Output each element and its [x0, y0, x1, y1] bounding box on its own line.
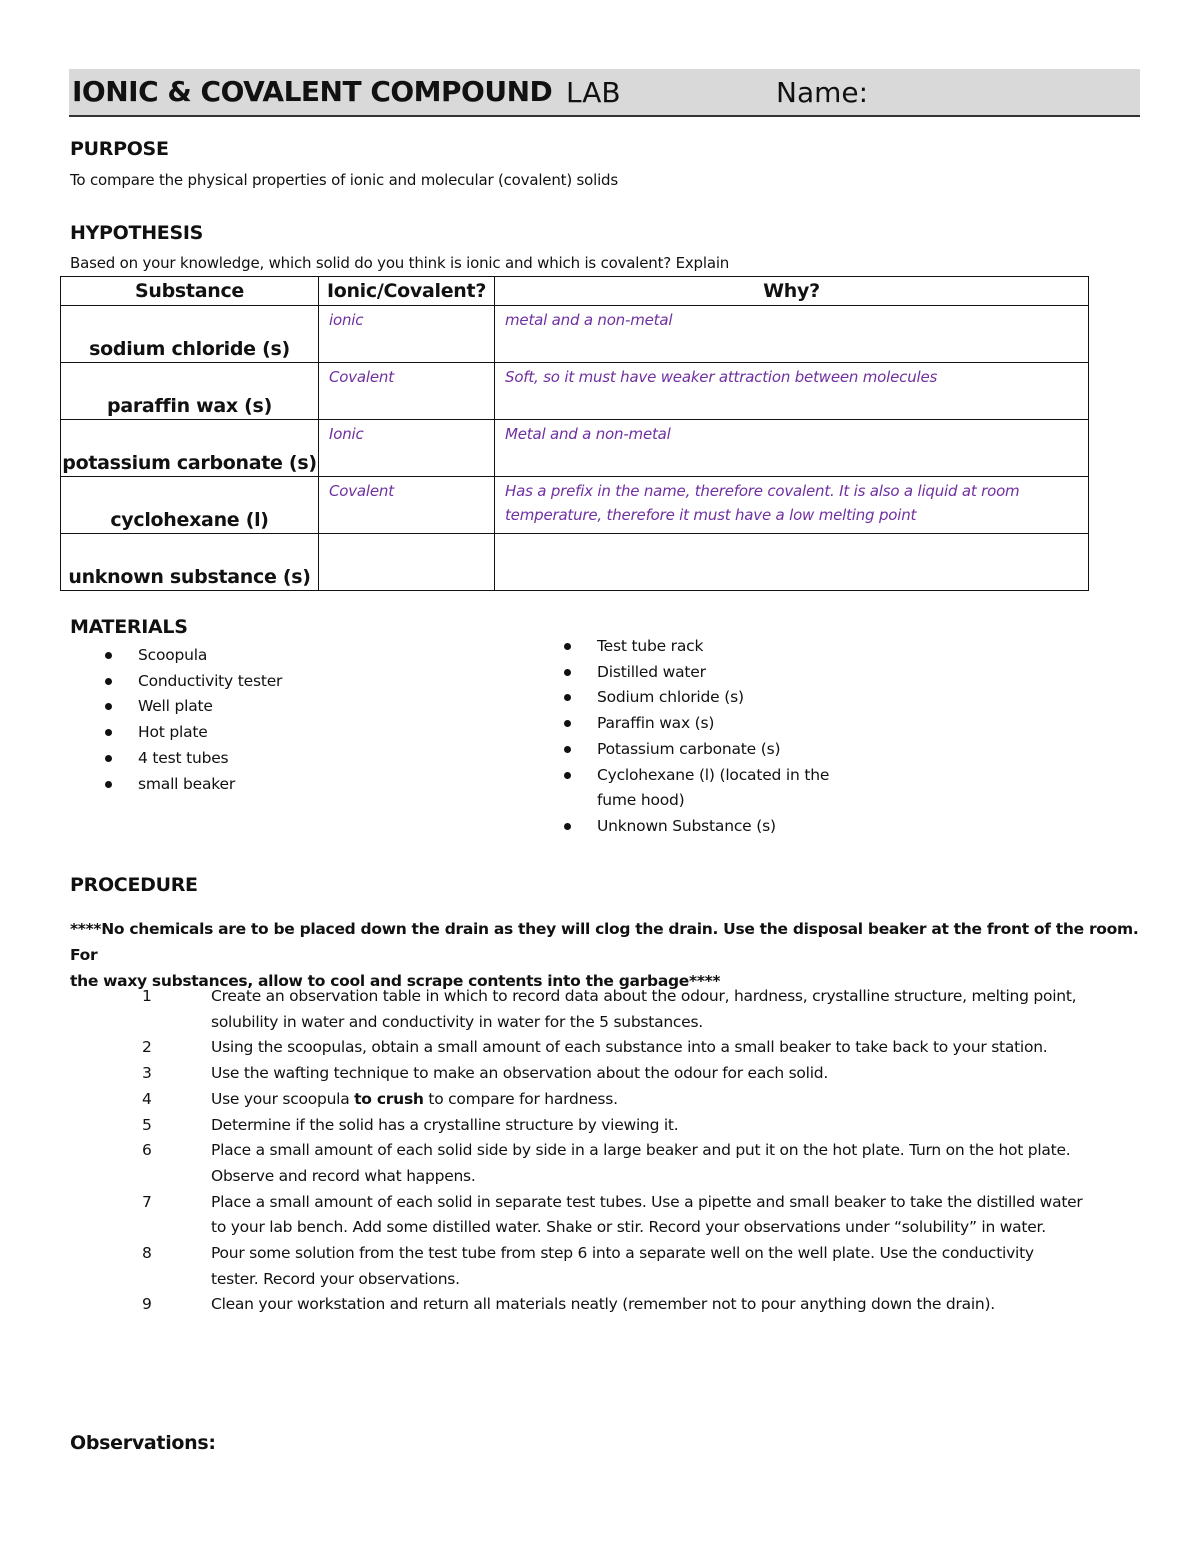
step-line: Observe and record what happens.: [211, 1166, 476, 1185]
type-answer[interactable]: ionic: [319, 306, 495, 363]
why-answer[interactable]: Metal and a non-metal: [495, 420, 1089, 477]
why-answer[interactable]: [495, 534, 1089, 591]
list-item: Well plate: [100, 694, 282, 720]
procedure-step: [70, 1087, 1140, 1113]
step-text: Use your scoopula: [211, 1089, 355, 1108]
step-line: to your lab bench. Add some distilled water. Shake or stir. Record your observations under “solubility” in water.: [211, 1218, 1046, 1237]
hypothesis-prompt: Based on your knowledge, which solid do you think is ionic and which is covalent? Explain: [70, 254, 730, 272]
name-label: Name:: [776, 76, 869, 109]
list-item: Conductivity tester: [100, 669, 282, 695]
list-item: small beaker: [100, 772, 282, 798]
why-answer[interactable]: metal and a non-metal: [495, 306, 1089, 363]
table-row: [61, 420, 1089, 477]
table-row: [61, 477, 1089, 534]
column-header-type: Ionic/Covalent?: [319, 277, 495, 306]
list-item: Potassium carbonate (s): [559, 737, 829, 763]
step-line: Create an observation table in which to record data about the odour, hardness, crystalline structure, melting point,: [211, 987, 1077, 1005]
materials-heading: MATERIALS: [70, 616, 188, 638]
procedure-step: [70, 1113, 1140, 1139]
procedure-step: [70, 1241, 1140, 1292]
why-answer[interactable]: Soft, so it must have weaker attraction between molecules: [495, 363, 1089, 420]
observations-heading: Observations:: [70, 1432, 216, 1454]
step-text: to compare for hardness.: [423, 1089, 618, 1108]
type-answer[interactable]: Covalent: [319, 363, 495, 420]
step-line: Pour some solution from the test tube from step 6 into a separate well on the well plate. Use the conductivity: [211, 1244, 1034, 1263]
step-number: 3: [142, 1064, 152, 1083]
step-line: Clean your workstation and return all materials neatly (remember not to pour anything down the drain).: [211, 1295, 995, 1314]
step-number: 9: [142, 1295, 152, 1314]
step-line: Use the wafting technique to make an observation about the odour for each solid.: [211, 1064, 829, 1083]
list-item: Sodium chloride (s): [559, 685, 829, 711]
procedure-heading: PROCEDURE: [70, 874, 198, 896]
procedure-step: [70, 984, 1140, 1035]
step-number: 2: [142, 1038, 152, 1057]
title-bar: [69, 69, 1140, 117]
step-emphasis: to crush: [354, 1089, 424, 1108]
table-row: [61, 306, 1089, 363]
disposal-warning: [70, 916, 1140, 994]
procedure-step: [70, 1190, 1140, 1241]
procedure-step: [70, 1035, 1140, 1061]
table-row: [61, 363, 1089, 420]
purpose-text: To compare the physical properties of ionic and molecular (covalent) solids: [70, 171, 618, 189]
table-row: [61, 534, 1089, 591]
table-header-row: [61, 277, 1089, 306]
warning-line: the waxy substances, allow to cool and scrape contents into the garbage****: [70, 972, 721, 990]
substance-name: unknown substance (s): [68, 566, 311, 588]
list-item: Hot plate: [100, 720, 282, 746]
type-answer[interactable]: [319, 534, 495, 591]
list-item: Scoopula: [100, 643, 282, 669]
substance-name: paraffin wax (s): [107, 395, 272, 417]
step-number: 4: [142, 1089, 152, 1108]
list-item: Distilled water: [559, 660, 829, 686]
procedure-step: [70, 1061, 1140, 1087]
substance-cell: [61, 534, 319, 591]
list-item: Cyclohexane (l) (located in the: [559, 763, 829, 789]
page-title: IONIC & COVALENT COMPOUND: [72, 75, 553, 108]
hypothesis-heading: HYPOTHESIS: [70, 222, 204, 244]
substance-cell: [61, 306, 319, 363]
procedure-steps: [70, 984, 1140, 1318]
procedure-step: [70, 1292, 1140, 1318]
page-title-lab: LAB: [566, 76, 621, 109]
materials-list-right: [559, 634, 829, 840]
list-item: Paraffin wax (s): [559, 711, 829, 737]
purpose-heading: PURPOSE: [70, 138, 169, 160]
substance-name: potassium carbonate (s): [62, 452, 317, 474]
step-number: 1: [142, 987, 152, 1005]
step-number: 6: [142, 1141, 152, 1160]
warning-line: ****No chemicals are to be placed down the drain as they will clog the drain. Use the disposal beaker at the front of the room. For: [70, 920, 1139, 964]
hypothesis-table: [60, 276, 1089, 591]
substance-name: cyclohexane (l): [110, 509, 269, 531]
column-header-substance: Substance: [61, 277, 319, 306]
step-line: [211, 1087, 1140, 1113]
step-line: tester. Record your observations.: [211, 1269, 460, 1288]
step-number: 8: [142, 1244, 152, 1263]
step-line: Place a small amount of each solid in separate test tubes. Use a pipette and small beaker to take the distilled water: [211, 1192, 1083, 1211]
column-header-why: Why?: [495, 277, 1089, 306]
list-item-continuation: fume hood): [597, 791, 685, 810]
step-line: Place a small amount of each solid side by side in a large beaker and put it on the hot plate. Turn on the hot plate.: [211, 1141, 1071, 1160]
materials-list-left: [100, 643, 282, 797]
list-item: Unknown Substance (s): [559, 814, 829, 840]
step-number: 7: [142, 1192, 152, 1211]
step-line: solubility in water and conductivity in water for the 5 substances.: [211, 1012, 703, 1031]
type-answer[interactable]: Covalent: [319, 477, 495, 534]
type-answer[interactable]: Ionic: [319, 420, 495, 477]
procedure-step: [70, 1138, 1140, 1189]
step-number: 5: [142, 1115, 152, 1134]
step-line: Using the scoopulas, obtain a small amount of each substance into a small beaker to take back to your station.: [211, 1038, 1048, 1057]
list-item: 4 test tubes: [100, 746, 282, 772]
substance-name: sodium chloride (s): [89, 338, 290, 360]
substance-cell: [61, 420, 319, 477]
substance-cell: [61, 477, 319, 534]
substance-cell: [61, 363, 319, 420]
why-answer[interactable]: Has a prefix in the name, therefore covalent. It is also a liquid at room temperature, therefore it must have a low melting point: [495, 477, 1089, 534]
list-item: Test tube rack: [559, 634, 829, 660]
step-line: Determine if the solid has a crystalline structure by viewing it.: [211, 1115, 679, 1134]
